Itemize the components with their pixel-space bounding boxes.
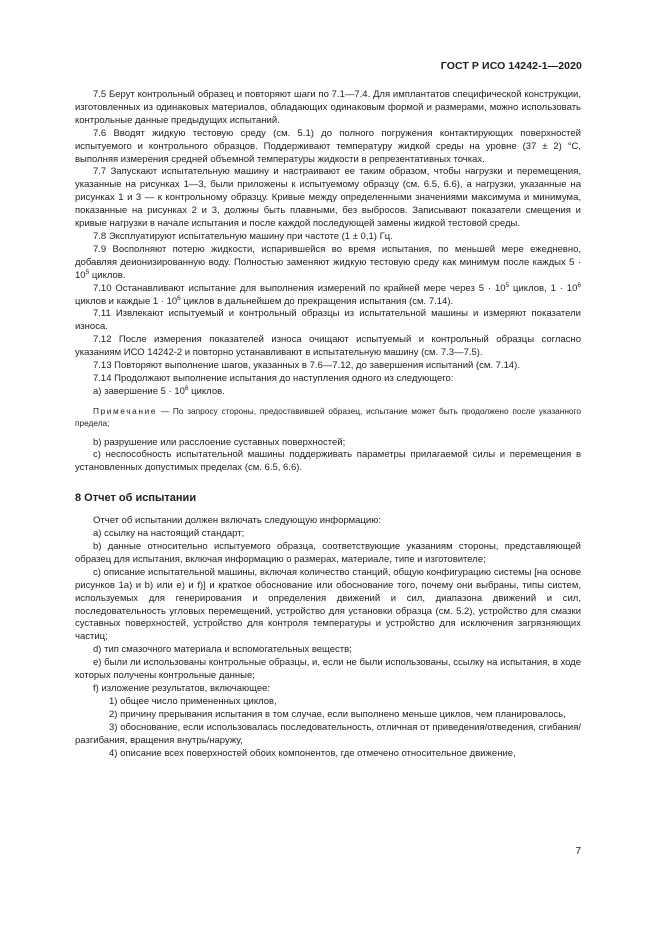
paragraph-7-8: 7.8 Эксплуатируют испытательную машину при частоте (1 ± 0,1) Гц. bbox=[93, 230, 393, 242]
note: Примечание — По запросу стороны, предоставившей образец, испытание может быть продолжено после указанного предела; bbox=[75, 405, 581, 428]
document-id: ГОСТ Р ИСО 14242-1—2020 bbox=[440, 60, 582, 72]
report-subitem-1: 1) общее число примененных циклов, bbox=[109, 695, 277, 707]
paragraph-7-14: 7.14 Продолжают выполнение испытания до наступления одного из следующего: bbox=[93, 372, 454, 384]
page-number: 7 bbox=[575, 846, 581, 857]
paragraph-7-9: 7.9 Восполняют потерю жидкости, испарившейся во время испытания, по меньшей мере ежедневно, добавляя деионизированную воду. Полностью заменяют жидкую тестовую среду как минимум после каждых $5 \cdot 10^5$ циклов. bbox=[75, 243, 581, 281]
report-subitem-2: 2) причину прерывания испытания в том случае, если выполнено меньше циклов, чем планировалось, bbox=[109, 708, 566, 720]
paragraph-7-10: 7.10 Останавливают испытание для выполнения измерений по крайней мере через $5 \cdot 10^5$ циклов, $1 \cdot 10^6$ циклов и каждые $1 \cdot 10^6$ циклов в дальнейшем до прекращения испытания (см. 7.14). bbox=[75, 281, 581, 307]
report-subitem-3: 3) обоснование, если использовалась последовательность, отличная от приведения/отведения, сгибания/разгибания, вращения внутрь/наружу, bbox=[75, 721, 581, 746]
report-subitem-4: 4) описание всех поверхностей обоих компонентов, где отмечено относительное движение, bbox=[109, 747, 516, 759]
report-item-b: b) данные относительно испытуемого образца, соответствующие указаниям стороны, представляющей образец для испытания, включая информацию о размерах, материале, типе и изготовителе; bbox=[75, 541, 581, 565]
paragraph-7-11: 7.11 Извлекают испытуемый и контрольный образцы из испытательной машины и измеряют показатели износа. bbox=[75, 308, 581, 333]
paragraph-7-7: 7.7 Запускают испытательную машину и настраивают ее таким образом, чтобы нагрузки и перемещения, указанные на рисунках 1—3, были приложены к испытуемому образцу (см. 6.5, 6.6), а нагрузки, указанные на рисунках 1 и 3 — к контрольному образцу. Кривые между определенными значениями максимума и минимума, показанные на рисунках 2 и 3, должны быть плавными, без выбросов. Записывают показатели смещения и кривые нагрузки в начале испытания и после каждой последующей замены жидкой тестовой среды. bbox=[75, 166, 581, 230]
paragraph-7-12: 7.12 После измерения показателей износа очищают испытуемый и контрольный образцы согласно указаниям ИСО 14242-2 и повторно устанавливают в испытательную машину (см. 7.3—7.5). bbox=[75, 334, 581, 359]
report-item-d: d) тип смазочного материала и вспомогательных веществ; bbox=[93, 644, 352, 656]
list-item-a: а) завершение $5 \cdot 10^6$ циклов. bbox=[93, 384, 225, 397]
paragraph-7-13: 7.13 Повторяют выполнение шагов, указанных в 7.6—7.12, до завершения испытаний (см. 7.14). bbox=[93, 360, 520, 372]
paragraph-7-6: 7.6 Вводят жидкую тестовую среду (см. 5.1) до полного погружения контактирующих поверхностей испытуемого и контрольного образцов. Поддерживают температуру жидкой среды на уровне (37 ± 2) °С, выполняя измерения средней объемной температуры жидкости в репрезентативных точках. bbox=[75, 127, 581, 165]
paragraph-7-5: 7.5 Берут контрольный образец и повторяют шаги по 7.1—7.4. Для имплантатов специфической конструкции, изготовленных из одинаковых материалов, обладающих одинаковым формой и размерами, можно использовать контрольные данные предыдущих испытаний. bbox=[75, 89, 581, 126]
report-intro: Отчет об испытании должен включать следующую информацию: bbox=[93, 515, 381, 527]
list-item-c: c) неспособность испытательной машины поддерживать параметры прилагаемой силы и перемещения в установленных допустимых пределах (см. 6.5, 6.6). bbox=[75, 449, 581, 474]
note-label: Примечание bbox=[93, 405, 158, 416]
report-item-c: c) описание испытательной машины, включая количество станций, общую конфигурацию системы [на основе рисунков 1а) и b) или е) и f)] и краткое обоснование или обоснование того, почему они выбраны, типы систем, используемых для генерирования и определения движений и сил, диапазона движений и сил, последовательность угловых перемещений, устройство для установки образца (см. 5.2), устройство для смазки суставных поверхностей, устройство для контроля температуры и устройство для исключения загрязняющих частиц; bbox=[75, 566, 581, 643]
section-heading: 8 Отчет об испытании bbox=[75, 492, 197, 505]
report-item-f: f) изложение результатов, включающее: bbox=[93, 682, 271, 694]
report-item-e: e) были ли использованы контрольные образцы, и, если не были использованы, ссылку на испытания, в ходе которых получены контрольные данные; bbox=[75, 657, 581, 682]
list-item-b: b) разрушение или расслоение суставных поверхностей; bbox=[93, 436, 346, 448]
report-item-a: а) ссылку на настоящий стандарт; bbox=[93, 528, 245, 540]
page-content bbox=[75, 89, 581, 760]
